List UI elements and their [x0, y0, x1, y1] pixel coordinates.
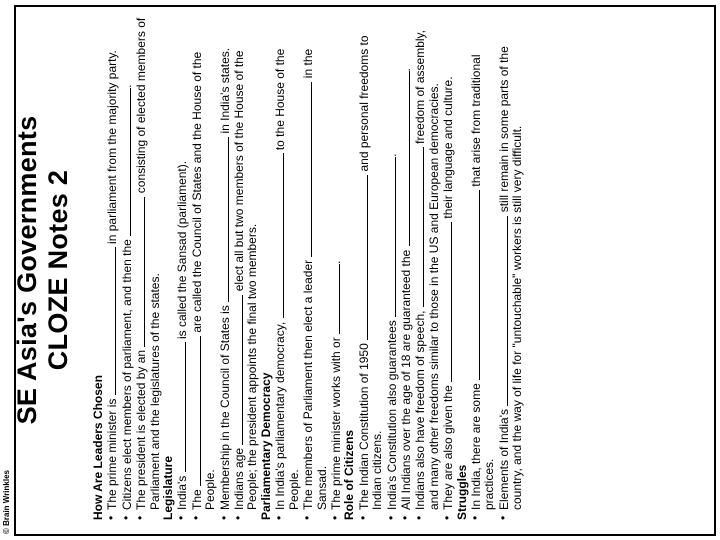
bullet-text-before: Membership in the Council of States is [217, 305, 232, 510]
section-parliamentary-democracy [260, 15, 343, 520]
section-heading: Role of Citizens [342, 429, 357, 520]
bullet-text-after: and personal freedoms to Indian citizens. [356, 35, 385, 510]
bullet-text-before: In India's parliamentary democracy, [273, 321, 288, 510]
bullet-text-after: still remain in some parts of the country, and the way of life for "untouchable" workers is still very difficult. [496, 46, 525, 510]
fill-in-blank[interactable] [399, 71, 410, 246]
bullet-item [301, 15, 329, 520]
bullet-item [357, 15, 385, 520]
bullet-text-after: to the House of the People. [273, 48, 301, 510]
bullet-text-after: elect all but two members of the House of the People; the president appoints the final two members. [232, 50, 260, 510]
bullet-text-after: freedom of assembly, and many other freedoms similar to those in the US and European democracies. [413, 30, 441, 510]
bullet-text-before: India's [175, 475, 190, 510]
section-legislature [162, 15, 260, 520]
section-heading: Parliamentary Democracy [258, 372, 273, 520]
bullet-text-after: in parliament from the majority party. [105, 50, 120, 244]
bullet-item [441, 15, 455, 520]
bullet-text-after: . [384, 153, 399, 157]
bullet-item [497, 15, 525, 520]
title-block [12, 0, 74, 540]
bullet-item [399, 15, 413, 520]
bullet-text-before: They are also given the [441, 385, 456, 510]
bullet-text-before: Indians also have freedom of speech, [413, 310, 428, 510]
fill-in-blank[interactable] [120, 88, 131, 236]
fill-in-blank[interactable] [469, 190, 480, 380]
bullet-text-before: Citizens elect members of parliament, and then the [119, 239, 134, 510]
bullet-text-after: that arise from traditional practices. [468, 54, 497, 510]
section-role-of-citizens [343, 15, 455, 520]
section-heading: Struggles [454, 464, 469, 520]
section-heading: Legislature [161, 455, 176, 520]
fill-in-blank[interactable] [105, 247, 116, 395]
bullet-text-after: in India's states. [217, 47, 232, 134]
fill-in-blank[interactable] [357, 175, 368, 340]
bullet-item [105, 15, 119, 520]
bullet-item [175, 15, 189, 520]
bullet-text-after: are called the Council of States and the House of the People. [189, 51, 218, 510]
bullet-item [469, 15, 497, 520]
bullet-text-before: The [189, 489, 204, 510]
bullet-item [273, 15, 301, 520]
fill-in-blank[interactable] [190, 336, 201, 486]
bullet-item [218, 15, 232, 520]
bullet-item [385, 15, 399, 520]
section-heading: How Are Leaders Chosen [91, 375, 105, 520]
bullet-text-before: The prime minister is [105, 398, 120, 510]
bullet-text-before: The members of Parliament then elect a leader [301, 259, 316, 510]
fill-in-blank[interactable] [232, 295, 243, 445]
fill-in-blank[interactable] [175, 342, 186, 472]
fill-in-blank[interactable] [301, 82, 312, 257]
section-struggles [456, 15, 525, 520]
bullet-text-before: Elements of India's [496, 408, 511, 510]
bullet-item [329, 15, 343, 520]
bullet-text-before: All Indians over the age of 18 are guaranteed the [398, 249, 413, 510]
bullet-text-after: their language and culture. [441, 76, 456, 219]
fill-in-blank[interactable] [134, 197, 145, 347]
bullet-item [232, 15, 260, 520]
bullet-text-after: . [398, 68, 413, 72]
bullet-text-before: India's Constitution also guarantees [384, 320, 399, 510]
section-how-leaders-chosen [92, 15, 162, 520]
fill-in-blank[interactable] [441, 222, 452, 382]
fill-in-blank[interactable] [385, 157, 396, 317]
bullet-text-after: . [328, 260, 343, 264]
title-line-2: CLOZE Notes 2 [43, 169, 73, 371]
fill-in-blank[interactable] [413, 147, 424, 307]
fill-in-blank[interactable] [497, 216, 508, 406]
bullet-item [190, 15, 218, 520]
title-line-1: SE Asia's Governments [12, 115, 42, 425]
bullet-text-after: . [119, 84, 134, 88]
fill-in-blank[interactable] [218, 137, 229, 302]
fill-in-blank[interactable] [273, 154, 284, 319]
copyright-notice: © Brain Wrinkles [2, 470, 11, 534]
notes-content [92, 15, 525, 520]
bullet-text-after: in the Sansad. [301, 48, 329, 510]
bullet-item [413, 15, 441, 520]
bullet-item [120, 15, 134, 520]
fill-in-blank[interactable] [329, 264, 340, 334]
bullet-text-before: The president is elected by an [134, 349, 149, 510]
bullet-item [134, 15, 162, 520]
bullet-text-before: Indians age [232, 447, 247, 510]
bullet-text-before: In India, there are some [468, 383, 483, 510]
bullet-text-after: consisting of elected members of Parliament and the legislatures of the states. [134, 17, 162, 510]
bullet-text-before: The Indian Constitution of 1950 [356, 343, 371, 510]
bullet-text-after: is called the Sansad (parliament). [175, 160, 190, 339]
bullet-text-before: The prime minister works with or [328, 337, 343, 510]
